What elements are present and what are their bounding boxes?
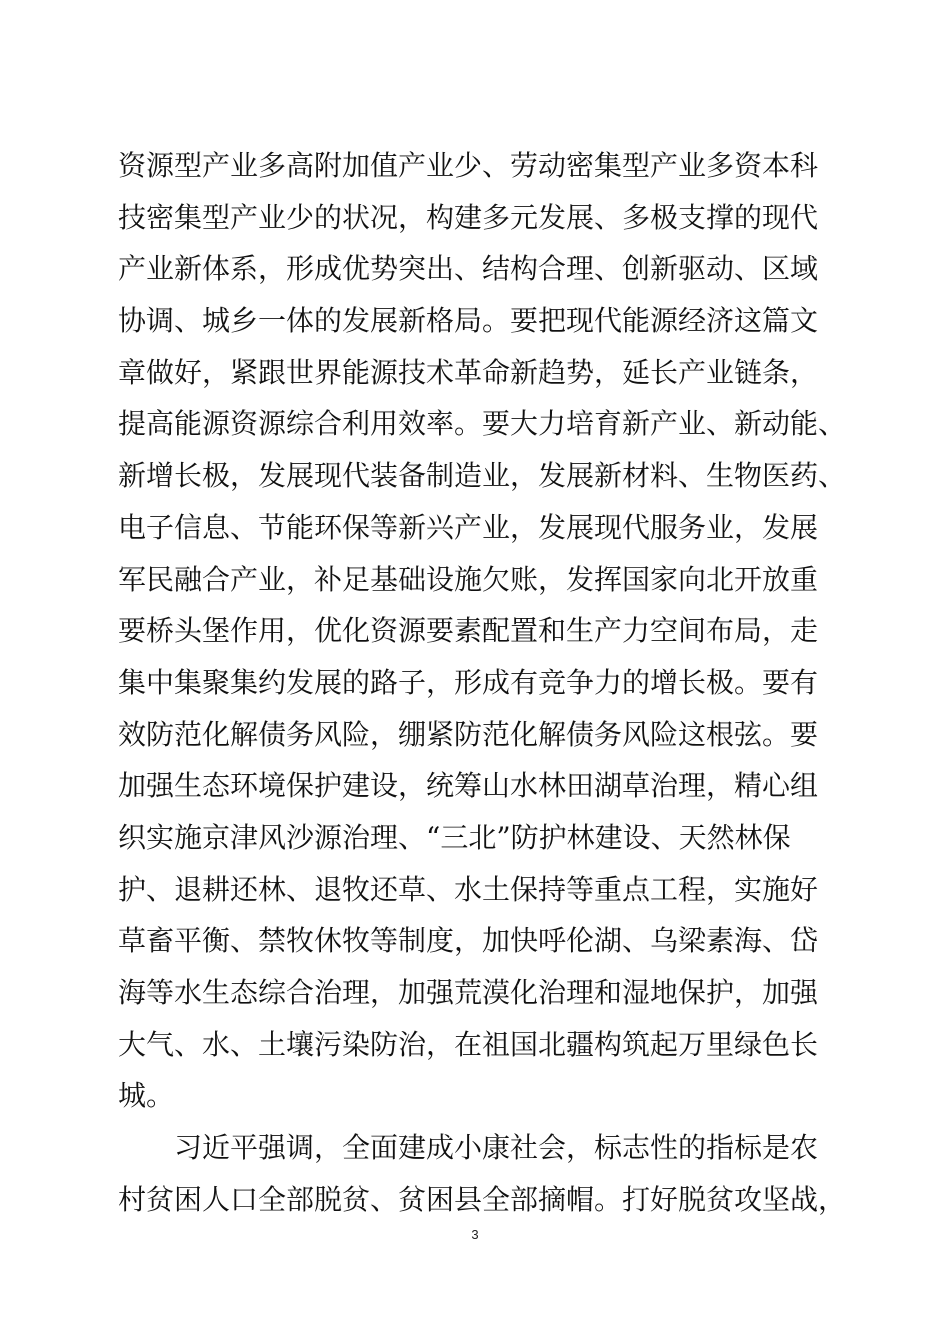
text-line: 技密集型产业少的状况，构建多元发展、多极支撑的现代 bbox=[118, 200, 819, 234]
text-line: 协调、城乡一体的发展新格局。要把现代能源经济这篇文 bbox=[118, 304, 819, 338]
text-line: 织实施京津风沙源治理、“三北”防护林建设、天然林保 bbox=[118, 820, 791, 854]
text-line: 新增长极，发展现代装备制造业，发展新材料、生物医药、 bbox=[118, 459, 847, 493]
text-line: 电子信息、节能环保等新兴产业，发展现代服务业，发展 bbox=[118, 510, 819, 544]
text-line: 效防范化解债务风险，绷紧防范化解债务风险这根弦。要 bbox=[118, 717, 819, 751]
text-line: 加强生态环境保护建设，统筹山水林田湖草治理，精心组 bbox=[118, 769, 819, 803]
text-line: 村贫困人口全部脱贫、贫困县全部摘帽。打好脱贫攻坚战， bbox=[118, 1182, 847, 1216]
text-line: 要桥头堡作用，优化资源要素配置和生产力空间布局，走 bbox=[118, 614, 819, 648]
text-line: 提高能源资源综合利用效率。要大力培育新产业、新动能、 bbox=[118, 407, 847, 441]
text-line: 资源型产业多高附加值产业少、劳动密集型产业多资本科 bbox=[118, 149, 819, 182]
page-number: 3 bbox=[471, 1227, 479, 1242]
text-line: 产业新体系，形成优势突出、结构合理、创新驱动、区域 bbox=[118, 252, 819, 286]
text-line: 军民融合产业，补足基础设施欠账，发挥国家向北开放重 bbox=[118, 562, 819, 596]
text-line: 大气、水、土壤污染防治，在祖国北疆构筑起万里绿色长 bbox=[118, 1027, 819, 1061]
paragraph-first-line: 习近平强调，全面建成小康社会，标志性的指标是农 bbox=[174, 1131, 819, 1165]
text-line: 章做好，紧跟世界能源技术革命新趋势，延长产业链条， bbox=[118, 355, 819, 389]
text-line: 集中集聚集约发展的路子，形成有竞争力的增长极。要有 bbox=[118, 665, 819, 699]
text-line: 城。 bbox=[118, 1079, 175, 1113]
text-line: 海等水生态综合治理，加强荒漠化治理和湿地保护，加强 bbox=[118, 976, 819, 1009]
body-text bbox=[118, 140, 848, 1225]
text-line: 草畜平衡、禁牧休牧等制度，加快呼伦湖、乌梁素海、岱 bbox=[118, 924, 819, 958]
text-line: 护、退耕还林、退牧还草、水土保持等重点工程，实施好 bbox=[118, 872, 819, 906]
